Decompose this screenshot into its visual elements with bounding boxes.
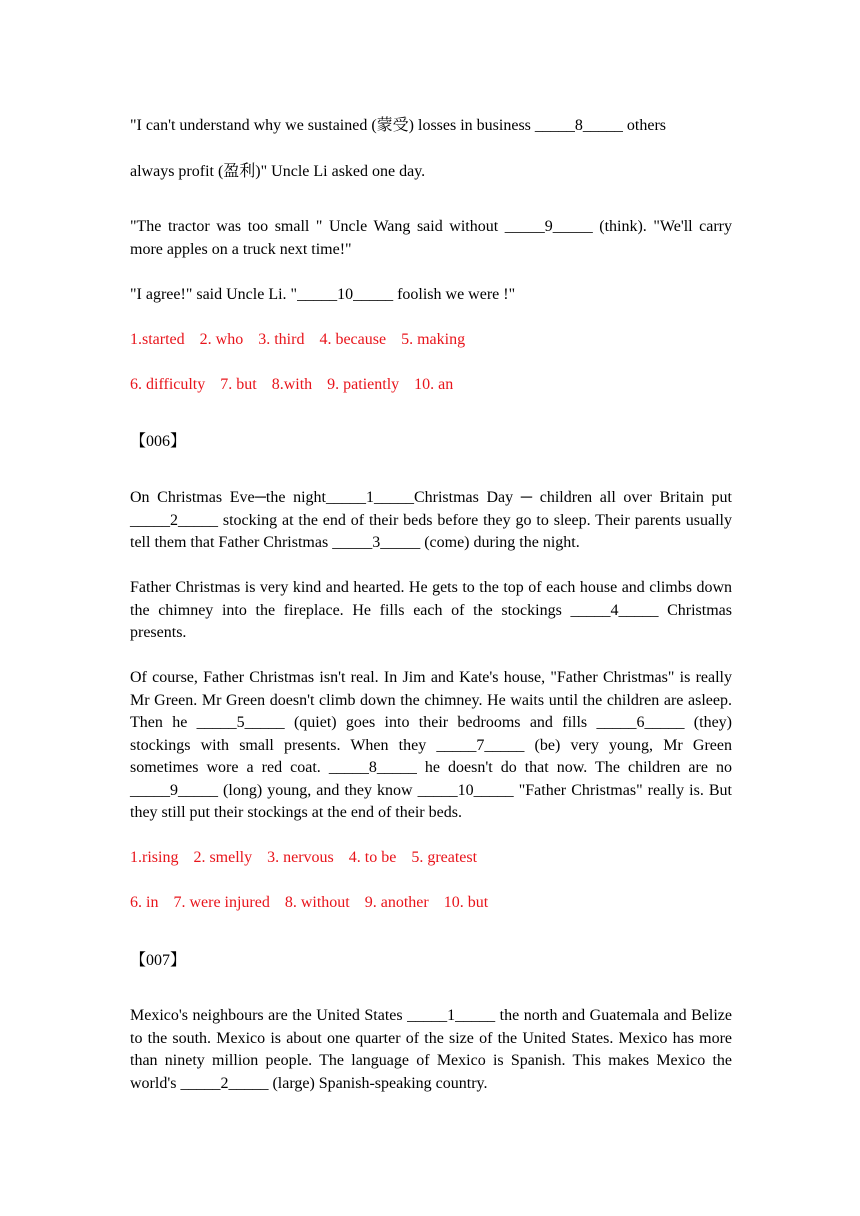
story-paragraph: Of course, Father Christmas isn't real. In Jim and Kate's house, "Father Christmas" is really Mr Green. Mr Green doesn't climb down the chimney. He waits until the children are asleep. Then he _____5_____ (quiet) goes into their bedrooms and fills _____6_____ (they) stockings with small presents. When they _____7_____ (be) very young, Mr Green sometimes wore a red coat. _____8_____ he doesn't do that now. The children are no _____9_____ (long) young, and they know _____10_____ "Father Christmas" really is. But they still put their stockings at the end of their beds. — [130, 669, 732, 821]
story-paragraph: "The tractor was too small " Uncle Wang said without _____9_____ (think). "We'll carry more apples on a truck next time!" — [130, 218, 732, 258]
answer-key-row — [130, 329, 732, 352]
section-heading: 【007】 — [130, 952, 187, 969]
answer-item: 6. in — [130, 894, 159, 911]
answer-item: 2. who — [199, 331, 244, 348]
answer-item: 9. another — [364, 894, 429, 911]
story-paragraph-line: "I can't understand why we sustained (蒙受) losses in business _____8_____ others — [130, 117, 667, 134]
answer-item: 6. difficulty — [130, 376, 206, 393]
answer-item: 9. patiently — [327, 376, 400, 393]
answer-key-row — [130, 374, 732, 397]
answer-item: 4. because — [319, 331, 387, 348]
answer-item: 7. were injured — [173, 894, 270, 911]
answer-item: 1.rising — [130, 849, 179, 866]
answer-item: 4. to be — [348, 849, 397, 866]
story-paragraph: Father Christmas is very kind and hearted. He gets to the top of each house and climbs down the chimney into the fireplace. He fills each of the stockings _____4_____ Christmas presents. — [130, 579, 732, 641]
answer-key-row — [130, 847, 732, 870]
section-heading: 【006】 — [130, 433, 187, 450]
answer-item: 10. but — [443, 894, 489, 911]
story-paragraph: "I agree!" said Uncle Li. "_____10_____ foolish we were !" — [130, 286, 516, 303]
answer-key-row — [130, 892, 732, 915]
answer-item: 2. smelly — [193, 849, 253, 866]
answer-item: 8.with — [271, 376, 313, 393]
answer-item: 7. but — [220, 376, 257, 393]
story-paragraph: On Christmas Eve─the night_____1_____Christmas Day ─ children all over Britain put _____2_____ stocking at the end of their beds before they go to sleep. Their parents usually tell them that Father Christmas _____3_____ (come) during the night. — [130, 489, 732, 551]
story-paragraph: Mexico's neighbours are the United States _____1_____ the north and Guatemala and Belize to the south. Mexico is about one quarter of the size of the United States. Mexico has more than ninety million people. The language of Mexico is Spanish. This makes Mexico the world's _____2_____ (large) Spanish-speaking country. — [130, 1007, 732, 1092]
answer-item: 3. nervous — [267, 849, 334, 866]
answer-item: 3. third — [258, 331, 305, 348]
answer-item: 5. making — [401, 331, 466, 348]
story-paragraph-line: always profit (盈利)" Uncle Li asked one day. — [130, 163, 426, 180]
answer-item: 8. without — [284, 894, 350, 911]
answer-item: 5. greatest — [411, 849, 478, 866]
answer-item: 1.started — [130, 331, 185, 348]
answer-item: 10. an — [414, 376, 454, 393]
